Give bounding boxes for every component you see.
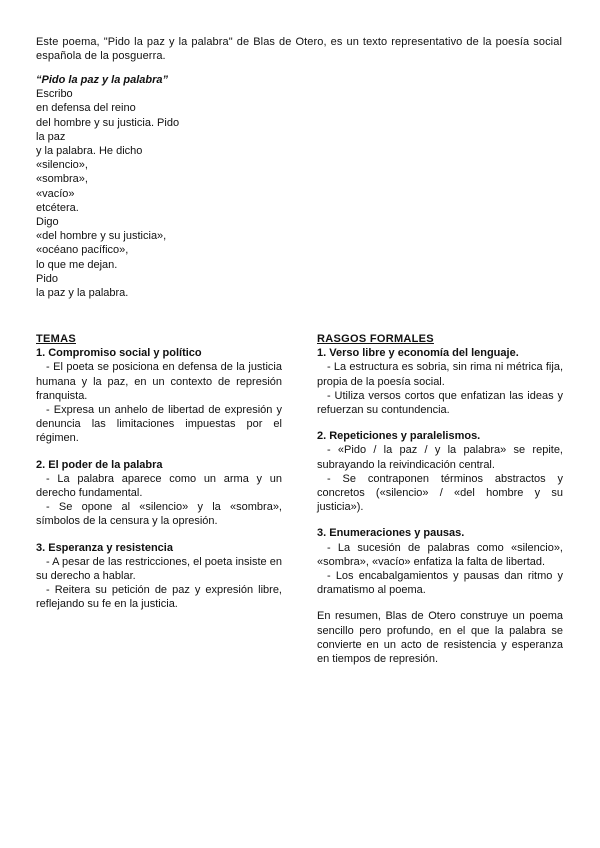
poem-line: Escribo: [36, 88, 73, 101]
section-title: 1. Compromiso social y político: [36, 347, 202, 360]
summary-paragraph: En resumen, Blas de Otero construye un poema sencillo pero profundo, en el que la palabra se convierte en un acto de resistencia y esperanza en tiempos de represión.: [317, 610, 563, 666]
poem-line: «silencio»,: [36, 159, 88, 172]
rasgos-section-1: [317, 346, 563, 417]
section-item: - La palabra aparece como un arma y un derecho fundamental.: [36, 472, 282, 500]
section-item: - Los encabalgamientos y pausas dan ritmo y dramatismo al poema.: [317, 570, 563, 597]
rasgos-heading: RASGOS FORMALES: [317, 333, 434, 345]
section-item: - Expresa un anhelo de libertad de expresión y denuncia las limitaciones impuestas por el régimen.: [36, 404, 282, 445]
poem-line: la paz: [36, 130, 66, 143]
section-item: - Utiliza versos cortos que enfatizan las ideas y refuerzan su contundencia.: [317, 389, 563, 417]
section-item: - El poeta se posiciona en defensa de la justicia humana y la paz, en un contexto de represión franquista.: [36, 361, 282, 402]
section-item: - Se contraponen términos abstractos y concretos («silencio» / «del hombre y su justicia»).: [317, 472, 563, 514]
temas-section-3: [36, 541, 282, 612]
poem-line: etcétera.: [36, 201, 79, 214]
section-item: - La estructura es sobria, sin rima ni métrica fija, propia de la poesía social.: [317, 361, 563, 388]
poem-line: en defensa del reino: [36, 102, 136, 115]
poem-block: [36, 73, 336, 300]
rasgos-column: [317, 332, 563, 666]
section-item: - La sucesión de palabras como «silencio», «sombra», «vacío» enfatiza la falta de libertad.: [317, 541, 563, 568]
rasgos-section-2: [317, 429, 563, 514]
poem-title: “Pido la paz y la palabra”: [36, 74, 169, 86]
poem-line: lo que me dejan.: [36, 258, 118, 271]
poem-line: Pido: [36, 272, 59, 285]
temas-heading: TEMAS: [36, 333, 76, 345]
section-title: 2. El poder de la palabra: [36, 458, 163, 471]
section-item: - «Pido / la paz / y la palabra» se repite, subrayando la reivindicación central.: [317, 444, 563, 471]
poem-line: «del hombre y su justicia»,: [36, 230, 167, 243]
poem-line: «océano pacífico»,: [36, 244, 129, 257]
temas-column: [36, 332, 282, 624]
rasgos-section-3: [317, 526, 563, 597]
section-item: - Se opone al «silencio» y la «sombra», símbolos de la censura y la opresión.: [36, 501, 282, 528]
section-item: - A pesar de las restricciones, el poeta insiste en su derecho a hablar.: [36, 555, 282, 583]
poem-line: «vacío»: [36, 187, 75, 200]
poem-line: Digo: [36, 216, 59, 229]
poem-line: del hombre y su justicia. Pido: [36, 116, 180, 129]
poem-line: y la palabra. He dicho: [36, 145, 143, 158]
section-item: - Reitera su petición de paz y expresión libre, reflejando su fe en la justicia.: [36, 584, 282, 611]
section-title: 3. Enumeraciones y pausas.: [317, 527, 465, 540]
section-title: 2. Repeticiones y paralelismos.: [317, 430, 481, 443]
section-title: 3. Esperanza y resistencia: [36, 541, 173, 554]
temas-section-1: [36, 346, 282, 445]
temas-section-2: [36, 458, 282, 529]
section-title: 1. Verso libre y economía del lenguaje.: [317, 347, 519, 360]
poem-line: «sombra»,: [36, 173, 88, 186]
poem-line: la paz y la palabra.: [36, 287, 129, 300]
intro-paragraph: Este poema, "Pido la paz y la palabra" de Blas de Otero, es un texto representativo de la poesía social española de la posguerra.: [36, 36, 562, 63]
